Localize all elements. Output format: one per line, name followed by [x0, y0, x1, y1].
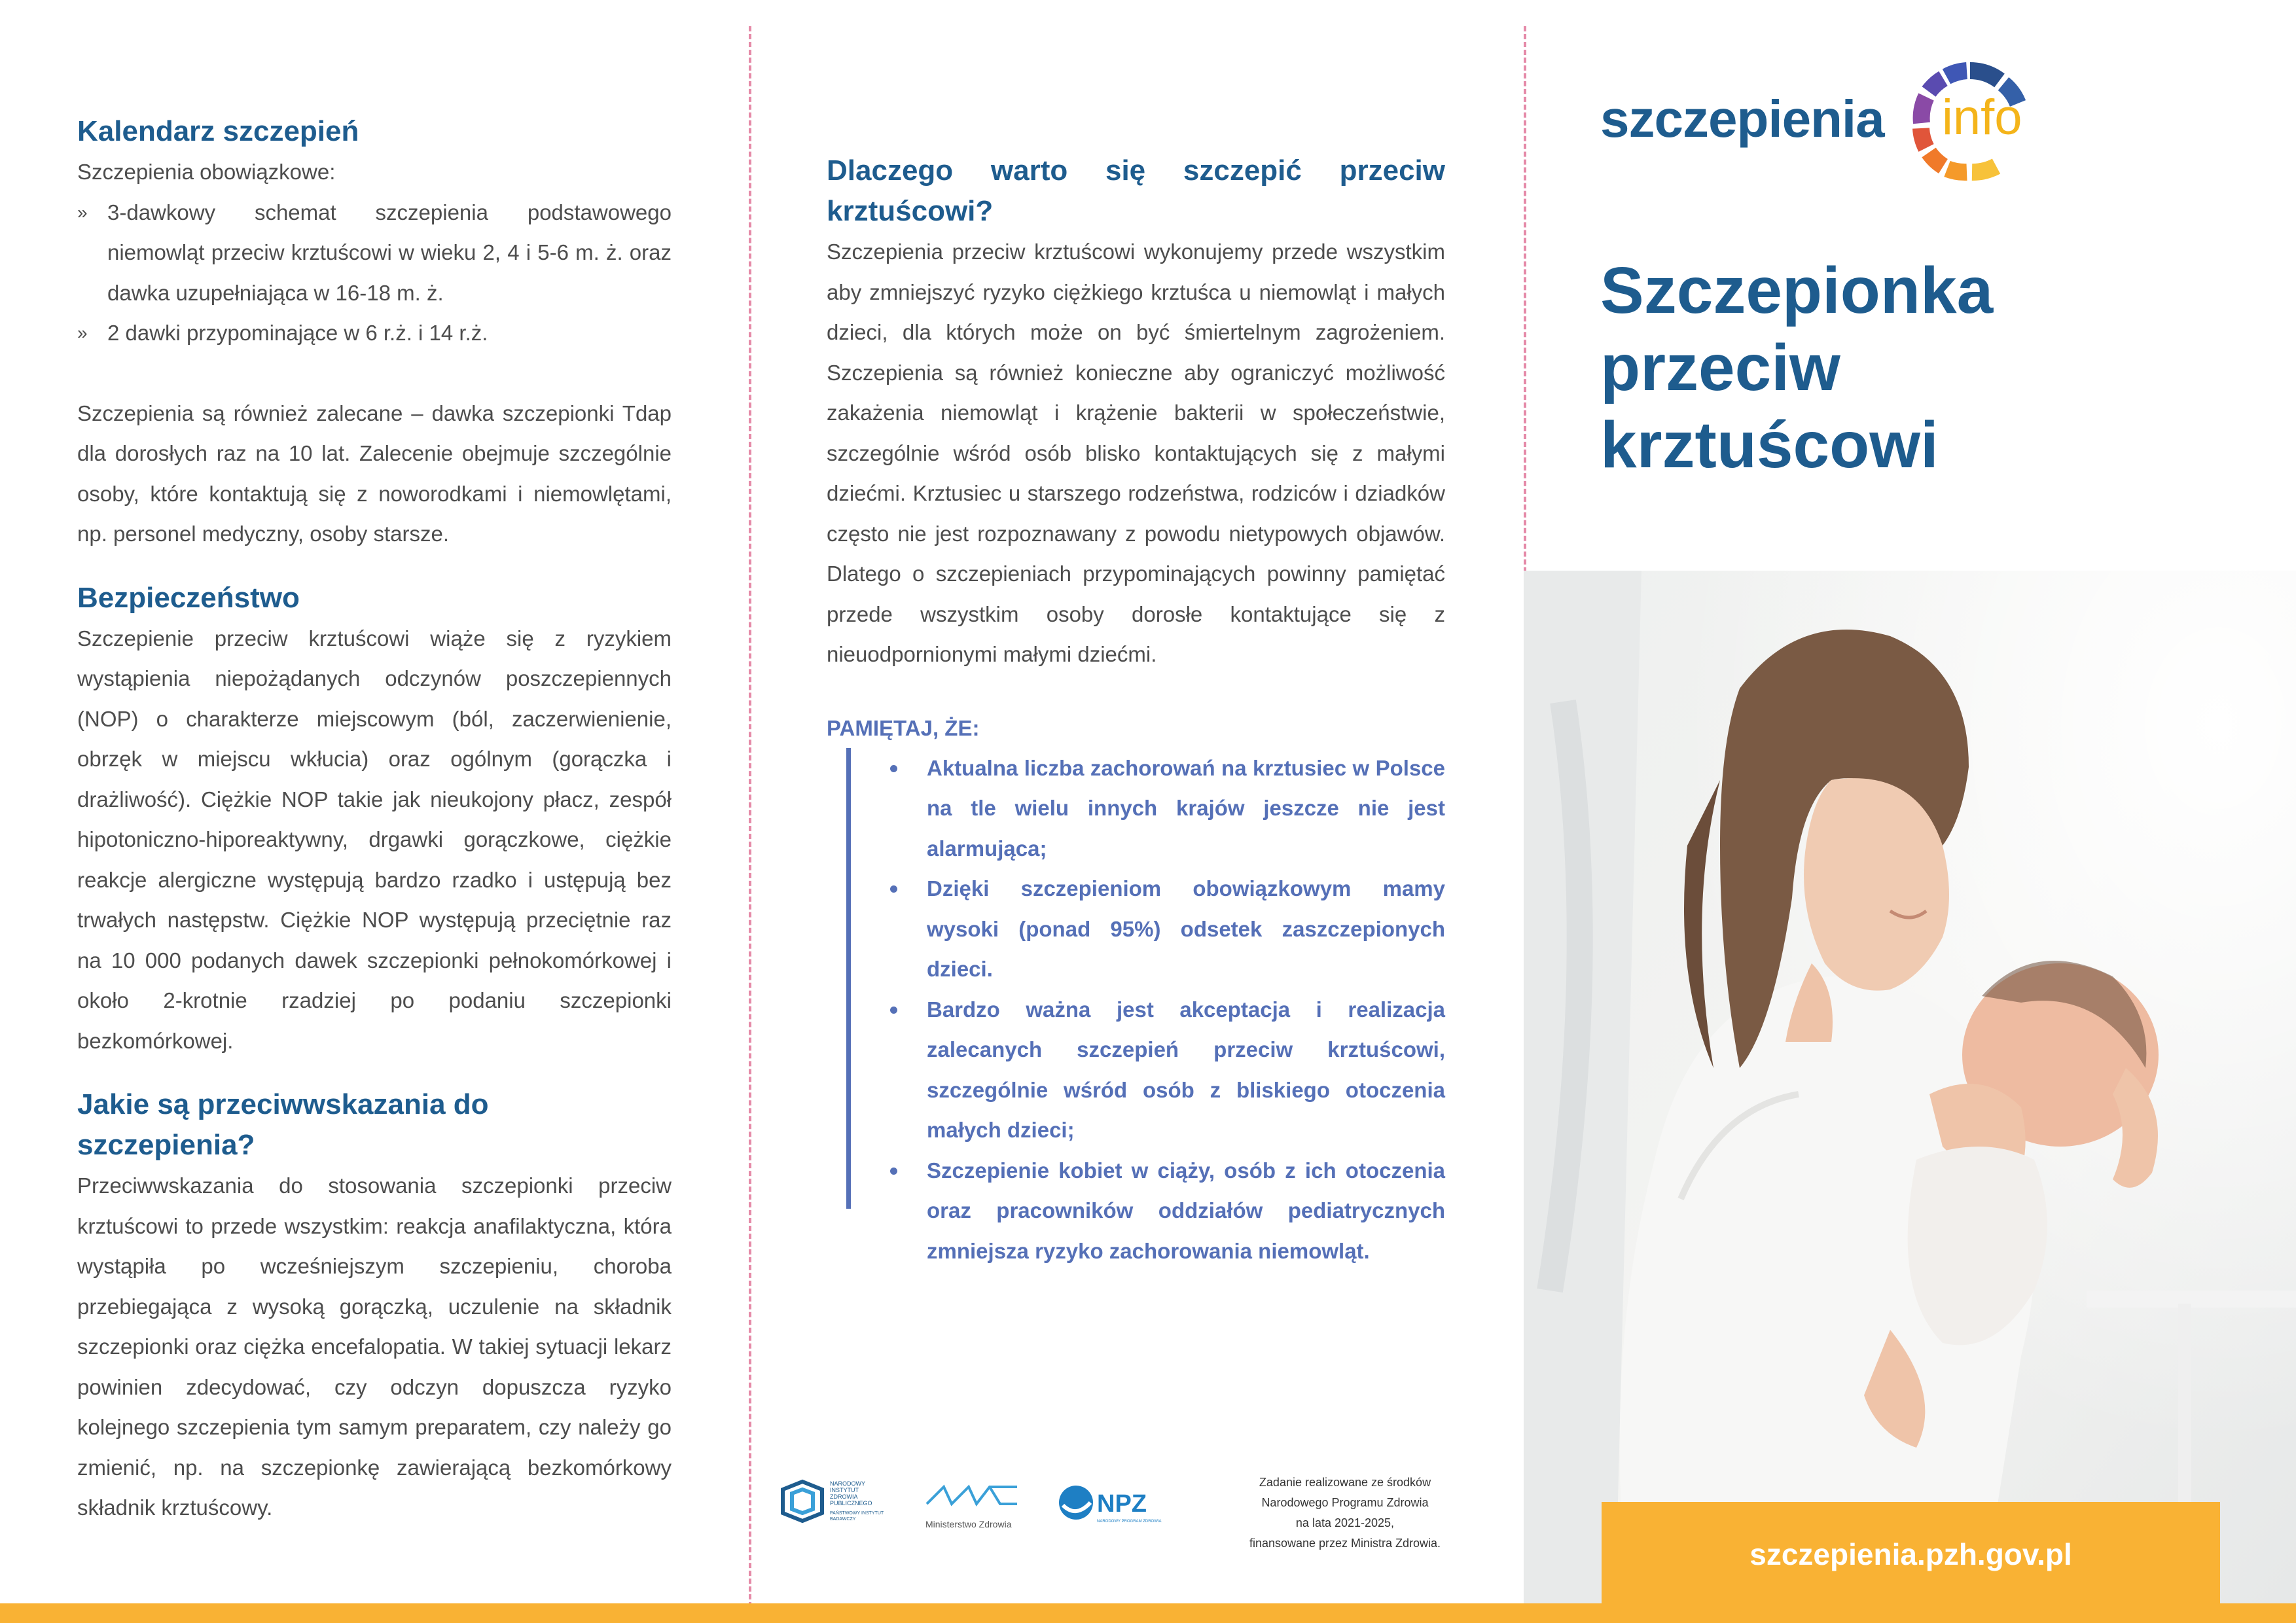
raquo-marker: » — [77, 202, 88, 223]
photo-illustration — [1524, 571, 2296, 1603]
raquo-marker: » — [77, 323, 88, 343]
list-item: » 3-dawkowy schemat szczepienia podstawowego niemowląt przeciw krztuścowi w wieku 2, 4 i 5-6 m. ż. oraz dawka uzupełniająca w 16-18 m. ż. — [77, 192, 672, 313]
column-middle — [827, 151, 1445, 1271]
remember-block — [827, 748, 1445, 1272]
section-title-safety: Bezpieczeństwo — [77, 581, 300, 614]
remember-accent-bar — [846, 748, 851, 1209]
bullet-dot — [890, 765, 897, 772]
website-url[interactable]: szczepienia.pzh.gov.pl — [1749, 1537, 2072, 1571]
column-left — [77, 111, 672, 1528]
calendar-list — [77, 192, 672, 353]
cover-title: Szczepionka przeciw krztuścowi — [1600, 254, 1994, 482]
svg-text:NPZ: NPZ — [1097, 1490, 1147, 1518]
svg-text:PUBLICZNEGO: PUBLICZNEGO — [830, 1500, 872, 1507]
list-item: Bardzo ważna jest akceptacja i realizacja zalecanych szczepień przeciw krztuścowi, szczególnie wśród osób z bliskiego otoczenia małych dzieci; — [927, 990, 1445, 1150]
section-title-calendar: Kalendarz szczepień — [77, 115, 359, 147]
funding-note: Zadanie realizowane ze środków Narodowego Programu Zdrowia na lata 2021-2025, finansowane przez Ministra Zdrowia. — [1249, 1476, 1441, 1550]
section-title-contraindications: Jakie są przeciwwskazania do szczepienia? — [77, 1088, 489, 1161]
list-item: » 2 dawki przypominające w 6 r.ż. i 14 r.ż. — [77, 313, 672, 353]
list-item: Szczepienie kobiet w ciąży, osób z ich otoczenia oraz pracowników oddziałów pediatrycznych zmniejsza ryzyko zachorowania niemowląt. — [927, 1150, 1445, 1272]
website-url-box — [1602, 1502, 2220, 1607]
brand-info: info — [1942, 90, 2022, 145]
sponsor-logos — [778, 1472, 1484, 1550]
svg-text:NARODOWY: NARODOWY — [830, 1480, 865, 1487]
bullet-dot — [890, 1168, 897, 1175]
bullet-dot — [890, 1007, 897, 1014]
ministry-of-health-logo — [924, 1478, 1022, 1534]
svg-text:Ministerstwo Zdrowia: Ministerstwo Zdrowia — [925, 1519, 1012, 1529]
brand-logo — [1600, 58, 2058, 182]
npz-logo — [1056, 1483, 1168, 1529]
safety-paragraph: Szczepienie przeciw krztuścowi wiąże się z ryzykiem wystąpienia niepożądanych odczynów poszczepiennych (NOP) o charakterze miejscowym (ból, zaczerwienienie, obrzęk w miejscu wkłucia) oraz ogólnym (gorączka i drażliwość). Ciężkie NOP takie jak nieukojony płacz, zespół hipotoniczno-hiporeaktywny, drgawki gorączkowe, ciężkie reakcje alergiczne występują bardzo rzadko i ustępują bez trwałych następstw. Ciężkie NOP występują przeciętnie raz na 10 000 podanych dawek szczepionki pełnokomórkowej i około 2-krotnie rzadziej po podaniu szczepionki bezkomórkowej. — [77, 626, 672, 1053]
mother-baby-photo — [1524, 571, 2296, 1603]
calendar-paragraph: Szczepienia są również zalecane – dawka szczepionki Tdap dla dorosłych raz na 10 lat. Zalecenie obejmuje szczególnie osoby, które kontaktują się z noworodkami i niemowlętami, np. personel medyczny, osoby starsze. — [77, 401, 672, 546]
remember-title: PAMIĘTAJ, ŻE: — [827, 715, 980, 740]
list-item: Aktualna liczba zachorowań na krztusiec w Polsce na tle wielu innych krajów jeszcze nie jest alarmująca; — [927, 748, 1445, 869]
remember-list — [827, 748, 1445, 1272]
list-item: Dzięki szczepieniom obowiązkowym mamy wysoki (ponad 95%) odsetek zaszczepionych dzieci. — [927, 868, 1445, 990]
svg-text:PAŃSTWOWY INSTYTUT: PAŃSTWOWY INSTYTUT — [830, 1511, 884, 1516]
contraindications-paragraph: Przeciwwskazania do stosowania szczepionki przeciw krztuścowi to przede wszystkim: reakcja anafilaktyczna, która wystąpiła po wcześniejszym szczepieniu, choroba przebiegająca z wysoką gorączką, uczulenie na składnik szczepionki oraz ciężka encefalopatia. W takiej sytuacji lekarz powinien zdecydować, czy odczyn dopuszcza ryzyko kolejnego szczepienia tym samym preparatem, czy należy go zmienić, np. na szczepionkę zawierającą bezkomórkowy składnik krztuścowy. — [77, 1173, 672, 1520]
pzh-logo — [778, 1476, 902, 1535]
why-paragraph: Szczepienia przeciw krztuścowi wykonujemy przede wszystkim aby zmniejszyć ryzyko ciężkiego krztuśca u niemowląt i małych dzieci, dla których może on być śmiertelnym zagrożeniem. Szczepienia są również konieczne aby ograniczyć możliwość zakażenia niemowląt i krążenie bakterii w społeczeństwie, szczególnie wśród osób blisko kontaktujących się z małymi dziećmi. Krztusiec u starszego rodzeństwa, rodziców i dziadków często nie jest rozpoznawany z powodu nietypowych objawów. Dlatego o szczepieniach przypominających powinny pamiętać przede wszystkim osoby dorosłe kontaktujące się z nieuodpornionymi małymi dziećmi. — [827, 240, 1445, 666]
fold-line-left — [749, 26, 751, 1623]
brand-word: szczepienia — [1600, 90, 1884, 148]
calendar-intro: Szczepienia obowiązkowe: — [77, 160, 336, 184]
bullet-dot — [890, 885, 897, 893]
svg-text:INSTYTUT: INSTYTUT — [830, 1487, 859, 1493]
svg-text:NARODOWY PROGRAM ZDROWIA: NARODOWY PROGRAM ZDROWIA — [1097, 1520, 1162, 1524]
svg-text:ZDROWIA: ZDROWIA — [830, 1493, 858, 1500]
svg-text:BADAWCZY: BADAWCZY — [830, 1517, 856, 1522]
section-title-why: Dlaczego warto się szczepić przeciw krztuścowi? — [827, 154, 1445, 227]
